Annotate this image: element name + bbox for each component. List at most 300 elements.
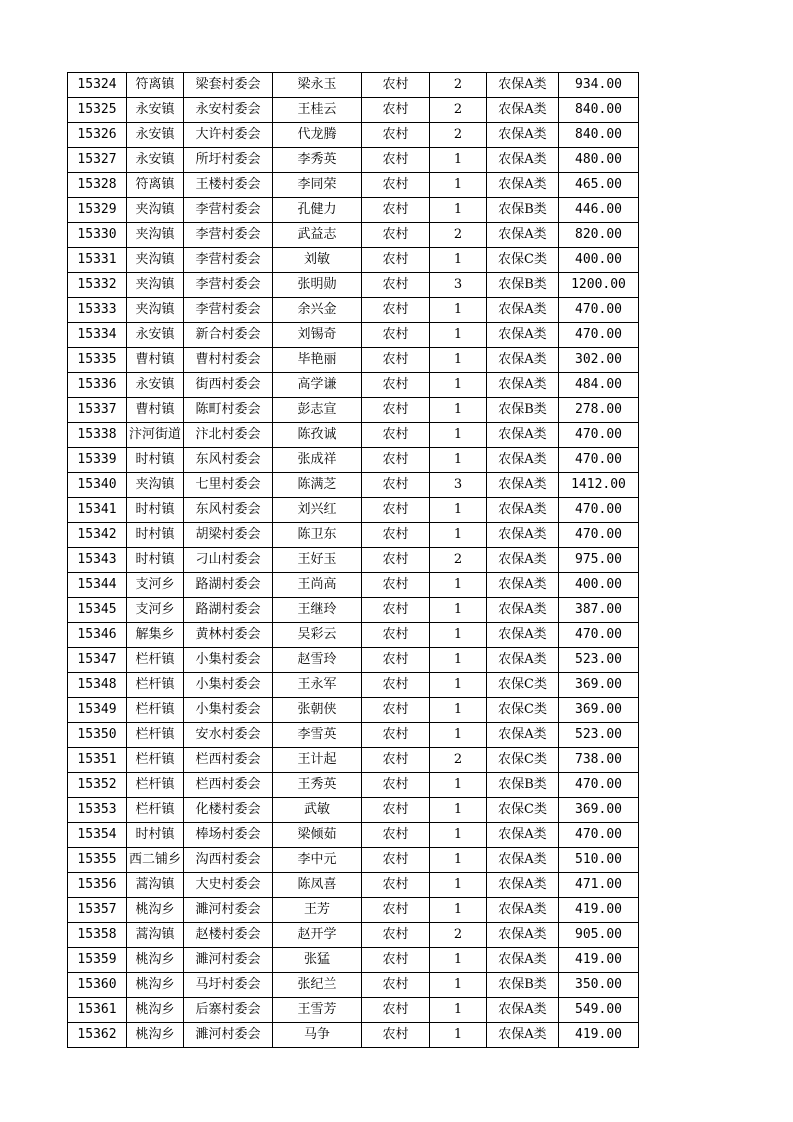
insurance-category-cell: 农保A类: [487, 348, 559, 373]
insurance-category-cell: 农保A类: [487, 473, 559, 498]
table-row: [68, 998, 639, 1023]
record-id-cell: 15347: [68, 648, 127, 673]
amount-cell: 820.00: [559, 223, 639, 248]
household-type-cell: 农村: [362, 448, 430, 473]
table-row: [68, 248, 639, 273]
member-count-cell: 1: [430, 198, 487, 223]
town-cell: 桃沟乡: [127, 948, 184, 973]
town-cell: 支河乡: [127, 598, 184, 623]
household-type-cell: 农村: [362, 673, 430, 698]
village-committee-cell: 街西村委会: [184, 373, 273, 398]
insurance-category-cell: 农保B类: [487, 773, 559, 798]
person-name-cell: 李雪英: [273, 723, 362, 748]
member-count-cell: 2: [430, 123, 487, 148]
town-cell: 夹沟镇: [127, 248, 184, 273]
member-count-cell: 1: [430, 898, 487, 923]
insurance-category-cell: 农保A类: [487, 448, 559, 473]
record-id-cell: 15340: [68, 473, 127, 498]
person-name-cell: 刘兴红: [273, 498, 362, 523]
insurance-category-cell: 农保A类: [487, 223, 559, 248]
person-name-cell: 孔健力: [273, 198, 362, 223]
amount-cell: 400.00: [559, 573, 639, 598]
member-count-cell: 2: [430, 73, 487, 98]
record-id-cell: 15342: [68, 523, 127, 548]
household-type-cell: 农村: [362, 73, 430, 98]
record-id-cell: 15353: [68, 798, 127, 823]
household-type-cell: 农村: [362, 548, 430, 573]
town-cell: 时村镇: [127, 823, 184, 848]
town-cell: 桃沟乡: [127, 1023, 184, 1048]
household-type-cell: 农村: [362, 598, 430, 623]
member-count-cell: 1: [430, 673, 487, 698]
household-type-cell: 农村: [362, 223, 430, 248]
member-count-cell: 1: [430, 998, 487, 1023]
record-id-cell: 15331: [68, 248, 127, 273]
record-id-cell: 15361: [68, 998, 127, 1023]
insurance-category-cell: 农保A类: [487, 73, 559, 98]
amount-cell: 369.00: [559, 673, 639, 698]
village-committee-cell: 濉河村委会: [184, 948, 273, 973]
village-committee-cell: 李营村委会: [184, 248, 273, 273]
household-type-cell: 农村: [362, 623, 430, 648]
household-type-cell: 农村: [362, 723, 430, 748]
insurance-category-cell: 农保B类: [487, 973, 559, 998]
table-row: [68, 373, 639, 398]
household-type-cell: 农村: [362, 898, 430, 923]
town-cell: 永安镇: [127, 123, 184, 148]
household-type-cell: 农村: [362, 273, 430, 298]
person-name-cell: 梁永玉: [273, 73, 362, 98]
record-id-cell: 15332: [68, 273, 127, 298]
insurance-category-cell: 农保A类: [487, 648, 559, 673]
town-cell: 解集乡: [127, 623, 184, 648]
person-name-cell: 王尚高: [273, 573, 362, 598]
member-count-cell: 1: [430, 448, 487, 473]
person-name-cell: 王芳: [273, 898, 362, 923]
town-cell: 永安镇: [127, 323, 184, 348]
person-name-cell: 赵开学: [273, 923, 362, 948]
person-name-cell: 余兴金: [273, 298, 362, 323]
record-id-cell: 15339: [68, 448, 127, 473]
table-row: [68, 173, 639, 198]
household-type-cell: 农村: [362, 973, 430, 998]
person-name-cell: 彭志宣: [273, 398, 362, 423]
member-count-cell: 1: [430, 173, 487, 198]
amount-cell: 470.00: [559, 448, 639, 473]
person-name-cell: 王继玲: [273, 598, 362, 623]
amount-cell: 470.00: [559, 323, 639, 348]
household-type-cell: 农村: [362, 323, 430, 348]
amount-cell: 350.00: [559, 973, 639, 998]
town-cell: 支河乡: [127, 573, 184, 598]
member-count-cell: 3: [430, 273, 487, 298]
member-count-cell: 2: [430, 548, 487, 573]
town-cell: 时村镇: [127, 548, 184, 573]
record-id-cell: 15344: [68, 573, 127, 598]
village-committee-cell: 所圩村委会: [184, 148, 273, 173]
table-row: [68, 123, 639, 148]
table-row: [68, 298, 639, 323]
table-row: [68, 1023, 639, 1048]
insurance-category-cell: 农保A类: [487, 123, 559, 148]
record-id-cell: 15326: [68, 123, 127, 148]
village-committee-cell: 栏西村委会: [184, 773, 273, 798]
insurance-category-cell: 农保A类: [487, 598, 559, 623]
person-name-cell: 张猛: [273, 948, 362, 973]
village-committee-cell: 王楼村委会: [184, 173, 273, 198]
person-name-cell: 武益志: [273, 223, 362, 248]
person-name-cell: 陈孜诚: [273, 423, 362, 448]
village-committee-cell: 大许村委会: [184, 123, 273, 148]
household-type-cell: 农村: [362, 148, 430, 173]
record-id-cell: 15350: [68, 723, 127, 748]
table-row: [68, 448, 639, 473]
record-id-cell: 15346: [68, 623, 127, 648]
member-count-cell: 3: [430, 473, 487, 498]
amount-cell: 419.00: [559, 948, 639, 973]
village-committee-cell: 小集村委会: [184, 698, 273, 723]
person-name-cell: 陈卫东: [273, 523, 362, 548]
record-id-cell: 15351: [68, 748, 127, 773]
table-row: [68, 398, 639, 423]
amount-cell: 387.00: [559, 598, 639, 623]
amount-cell: 470.00: [559, 523, 639, 548]
member-count-cell: 1: [430, 773, 487, 798]
town-cell: 夹沟镇: [127, 298, 184, 323]
town-cell: 蒿沟镇: [127, 873, 184, 898]
village-committee-cell: 棒场村委会: [184, 823, 273, 848]
insurance-category-cell: 农保A类: [487, 873, 559, 898]
table-row: [68, 748, 639, 773]
table-row: [68, 148, 639, 173]
household-type-cell: 农村: [362, 373, 430, 398]
village-committee-cell: 化楼村委会: [184, 798, 273, 823]
record-id-cell: 15362: [68, 1023, 127, 1048]
household-type-cell: 农村: [362, 648, 430, 673]
member-count-cell: 1: [430, 498, 487, 523]
town-cell: 夹沟镇: [127, 473, 184, 498]
amount-cell: 484.00: [559, 373, 639, 398]
record-id-cell: 15355: [68, 848, 127, 873]
village-committee-cell: 新合村委会: [184, 323, 273, 348]
household-type-cell: 农村: [362, 823, 430, 848]
village-committee-cell: 马圩村委会: [184, 973, 273, 998]
amount-cell: 400.00: [559, 248, 639, 273]
insurance-category-cell: 农保C类: [487, 798, 559, 823]
record-id-cell: 15348: [68, 673, 127, 698]
town-cell: 栏杆镇: [127, 773, 184, 798]
member-count-cell: 2: [430, 923, 487, 948]
household-type-cell: 农村: [362, 773, 430, 798]
village-committee-cell: 梁套村委会: [184, 73, 273, 98]
amount-cell: 471.00: [559, 873, 639, 898]
village-committee-cell: 汴北村委会: [184, 423, 273, 448]
table-row: [68, 848, 639, 873]
amount-cell: 1200.00: [559, 273, 639, 298]
table-row: [68, 473, 639, 498]
village-committee-cell: 李营村委会: [184, 198, 273, 223]
record-id-cell: 15345: [68, 598, 127, 623]
record-id-cell: 15356: [68, 873, 127, 898]
household-type-cell: 农村: [362, 348, 430, 373]
household-type-cell: 农村: [362, 173, 430, 198]
person-name-cell: 张明勋: [273, 273, 362, 298]
household-type-cell: 农村: [362, 298, 430, 323]
record-id-cell: 15330: [68, 223, 127, 248]
person-name-cell: 马争: [273, 1023, 362, 1048]
village-committee-cell: 赵楼村委会: [184, 923, 273, 948]
town-cell: 栏杆镇: [127, 798, 184, 823]
member-count-cell: 1: [430, 398, 487, 423]
household-type-cell: 农村: [362, 423, 430, 448]
amount-cell: 523.00: [559, 648, 639, 673]
insurance-category-cell: 农保A类: [487, 1023, 559, 1048]
village-committee-cell: 路湖村委会: [184, 573, 273, 598]
person-name-cell: 陈满芝: [273, 473, 362, 498]
amount-cell: 905.00: [559, 923, 639, 948]
member-count-cell: 1: [430, 298, 487, 323]
person-name-cell: 陈凤喜: [273, 873, 362, 898]
household-type-cell: 农村: [362, 798, 430, 823]
amount-cell: 278.00: [559, 398, 639, 423]
insurance-category-cell: 农保B类: [487, 273, 559, 298]
member-count-cell: 1: [430, 598, 487, 623]
table-row: [68, 973, 639, 998]
insurance-category-cell: 农保A类: [487, 923, 559, 948]
amount-cell: 470.00: [559, 623, 639, 648]
amount-cell: 738.00: [559, 748, 639, 773]
amount-cell: 510.00: [559, 848, 639, 873]
member-count-cell: 1: [430, 348, 487, 373]
village-committee-cell: 永安村委会: [184, 98, 273, 123]
person-name-cell: 代龙腾: [273, 123, 362, 148]
village-committee-cell: 胡梁村委会: [184, 523, 273, 548]
member-count-cell: 2: [430, 748, 487, 773]
household-type-cell: 农村: [362, 248, 430, 273]
amount-cell: 1412.00: [559, 473, 639, 498]
village-committee-cell: 安水村委会: [184, 723, 273, 748]
table-row: [68, 323, 639, 348]
amount-cell: 470.00: [559, 423, 639, 448]
insurance-category-cell: 农保A类: [487, 173, 559, 198]
table-row: [68, 273, 639, 298]
town-cell: 夹沟镇: [127, 223, 184, 248]
town-cell: 夹沟镇: [127, 198, 184, 223]
town-cell: 符离镇: [127, 73, 184, 98]
town-cell: 汴河街道: [127, 423, 184, 448]
amount-cell: 369.00: [559, 798, 639, 823]
record-id-cell: 15358: [68, 923, 127, 948]
insurance-category-cell: 农保A类: [487, 498, 559, 523]
person-name-cell: 吴彩云: [273, 623, 362, 648]
household-type-cell: 农村: [362, 573, 430, 598]
table-row: [68, 773, 639, 798]
insurance-category-cell: 农保A类: [487, 148, 559, 173]
town-cell: 蒿沟镇: [127, 923, 184, 948]
household-type-cell: 农村: [362, 398, 430, 423]
town-cell: 夹沟镇: [127, 273, 184, 298]
town-cell: 桃沟乡: [127, 898, 184, 923]
member-count-cell: 1: [430, 1023, 487, 1048]
insurance-category-cell: 农保C类: [487, 698, 559, 723]
village-committee-cell: 黄林村委会: [184, 623, 273, 648]
person-name-cell: 李中元: [273, 848, 362, 873]
member-count-cell: 1: [430, 573, 487, 598]
town-cell: 栏杆镇: [127, 698, 184, 723]
insurance-category-cell: 农保A类: [487, 548, 559, 573]
amount-cell: 840.00: [559, 98, 639, 123]
amount-cell: 419.00: [559, 898, 639, 923]
amount-cell: 369.00: [559, 698, 639, 723]
table-row: [68, 698, 639, 723]
insurance-category-cell: 农保A类: [487, 823, 559, 848]
person-name-cell: 张朝侠: [273, 698, 362, 723]
record-id-cell: 15329: [68, 198, 127, 223]
person-name-cell: 王好玉: [273, 548, 362, 573]
table-row: [68, 423, 639, 448]
member-count-cell: 1: [430, 823, 487, 848]
member-count-cell: 1: [430, 423, 487, 448]
village-committee-cell: 小集村委会: [184, 648, 273, 673]
member-count-cell: 2: [430, 223, 487, 248]
person-name-cell: 王计起: [273, 748, 362, 773]
insurance-category-cell: 农保A类: [487, 723, 559, 748]
insurance-category-cell: 农保A类: [487, 298, 559, 323]
record-id-cell: 15337: [68, 398, 127, 423]
household-type-cell: 农村: [362, 198, 430, 223]
village-committee-cell: 濉河村委会: [184, 898, 273, 923]
member-count-cell: 2: [430, 98, 487, 123]
table-row: [68, 598, 639, 623]
member-count-cell: 1: [430, 848, 487, 873]
village-committee-cell: 濉河村委会: [184, 1023, 273, 1048]
person-name-cell: 刘敏: [273, 248, 362, 273]
person-name-cell: 张纪兰: [273, 973, 362, 998]
record-id-cell: 15338: [68, 423, 127, 448]
insurance-category-cell: 农保A类: [487, 98, 559, 123]
town-cell: 栏杆镇: [127, 648, 184, 673]
town-cell: 曹村镇: [127, 398, 184, 423]
person-name-cell: 王秀英: [273, 773, 362, 798]
member-count-cell: 1: [430, 648, 487, 673]
record-id-cell: 15333: [68, 298, 127, 323]
member-count-cell: 1: [430, 523, 487, 548]
amount-cell: 840.00: [559, 123, 639, 148]
insurance-category-cell: 农保B类: [487, 398, 559, 423]
table-row: [68, 723, 639, 748]
household-type-cell: 农村: [362, 748, 430, 773]
member-count-cell: 1: [430, 798, 487, 823]
amount-cell: 480.00: [559, 148, 639, 173]
record-id-cell: 15357: [68, 898, 127, 923]
amount-cell: 934.00: [559, 73, 639, 98]
table-row: [68, 198, 639, 223]
insurance-category-cell: 农保A类: [487, 623, 559, 648]
record-id-cell: 15327: [68, 148, 127, 173]
village-committee-cell: 刁山村委会: [184, 548, 273, 573]
table-row: [68, 348, 639, 373]
member-count-cell: 1: [430, 248, 487, 273]
member-count-cell: 1: [430, 373, 487, 398]
person-name-cell: 梁倾茹: [273, 823, 362, 848]
village-committee-cell: 小集村委会: [184, 673, 273, 698]
village-committee-cell: 东风村委会: [184, 498, 273, 523]
household-type-cell: 农村: [362, 923, 430, 948]
village-committee-cell: 沟西村委会: [184, 848, 273, 873]
member-count-cell: 1: [430, 873, 487, 898]
record-id-cell: 15352: [68, 773, 127, 798]
town-cell: 桃沟乡: [127, 998, 184, 1023]
record-id-cell: 15343: [68, 548, 127, 573]
household-type-cell: 农村: [362, 473, 430, 498]
village-committee-cell: 路湖村委会: [184, 598, 273, 623]
village-committee-cell: 李营村委会: [184, 223, 273, 248]
household-type-cell: 农村: [362, 98, 430, 123]
town-cell: 永安镇: [127, 373, 184, 398]
table-row: [68, 648, 639, 673]
table-row: [68, 673, 639, 698]
record-id-cell: 15325: [68, 98, 127, 123]
table-row: [68, 948, 639, 973]
table-row: [68, 98, 639, 123]
amount-cell: 470.00: [559, 773, 639, 798]
table-row: [68, 73, 639, 98]
insurance-category-cell: 农保A类: [487, 998, 559, 1023]
town-cell: 西二铺乡: [127, 848, 184, 873]
table-row: [68, 523, 639, 548]
record-id-cell: 15334: [68, 323, 127, 348]
member-count-cell: 1: [430, 723, 487, 748]
household-type-cell: 农村: [362, 498, 430, 523]
household-type-cell: 农村: [362, 998, 430, 1023]
amount-cell: 470.00: [559, 298, 639, 323]
record-id-cell: 15360: [68, 973, 127, 998]
household-type-cell: 农村: [362, 123, 430, 148]
person-name-cell: 高学谦: [273, 373, 362, 398]
insurance-category-cell: 农保C类: [487, 673, 559, 698]
records-table: [67, 72, 639, 1048]
village-committee-cell: 七里村委会: [184, 473, 273, 498]
household-type-cell: 农村: [362, 523, 430, 548]
person-name-cell: 赵雪玲: [273, 648, 362, 673]
village-committee-cell: 李营村委会: [184, 298, 273, 323]
record-id-cell: 15349: [68, 698, 127, 723]
insurance-category-cell: 农保C类: [487, 748, 559, 773]
village-committee-cell: 大史村委会: [184, 873, 273, 898]
household-type-cell: 农村: [362, 698, 430, 723]
amount-cell: 302.00: [559, 348, 639, 373]
table-row: [68, 798, 639, 823]
record-id-cell: 15336: [68, 373, 127, 398]
town-cell: 栏杆镇: [127, 673, 184, 698]
person-name-cell: 毕艳丽: [273, 348, 362, 373]
record-id-cell: 15359: [68, 948, 127, 973]
insurance-category-cell: 农保A类: [487, 423, 559, 448]
table-row: [68, 873, 639, 898]
table-row: [68, 623, 639, 648]
table-row: [68, 823, 639, 848]
record-id-cell: 15335: [68, 348, 127, 373]
insurance-category-cell: 农保A类: [487, 323, 559, 348]
person-name-cell: 王雪芳: [273, 998, 362, 1023]
village-committee-cell: 栏西村委会: [184, 748, 273, 773]
amount-cell: 470.00: [559, 498, 639, 523]
insurance-category-cell: 农保A类: [487, 573, 559, 598]
town-cell: 时村镇: [127, 523, 184, 548]
amount-cell: 975.00: [559, 548, 639, 573]
member-count-cell: 1: [430, 148, 487, 173]
town-cell: 栏杆镇: [127, 748, 184, 773]
